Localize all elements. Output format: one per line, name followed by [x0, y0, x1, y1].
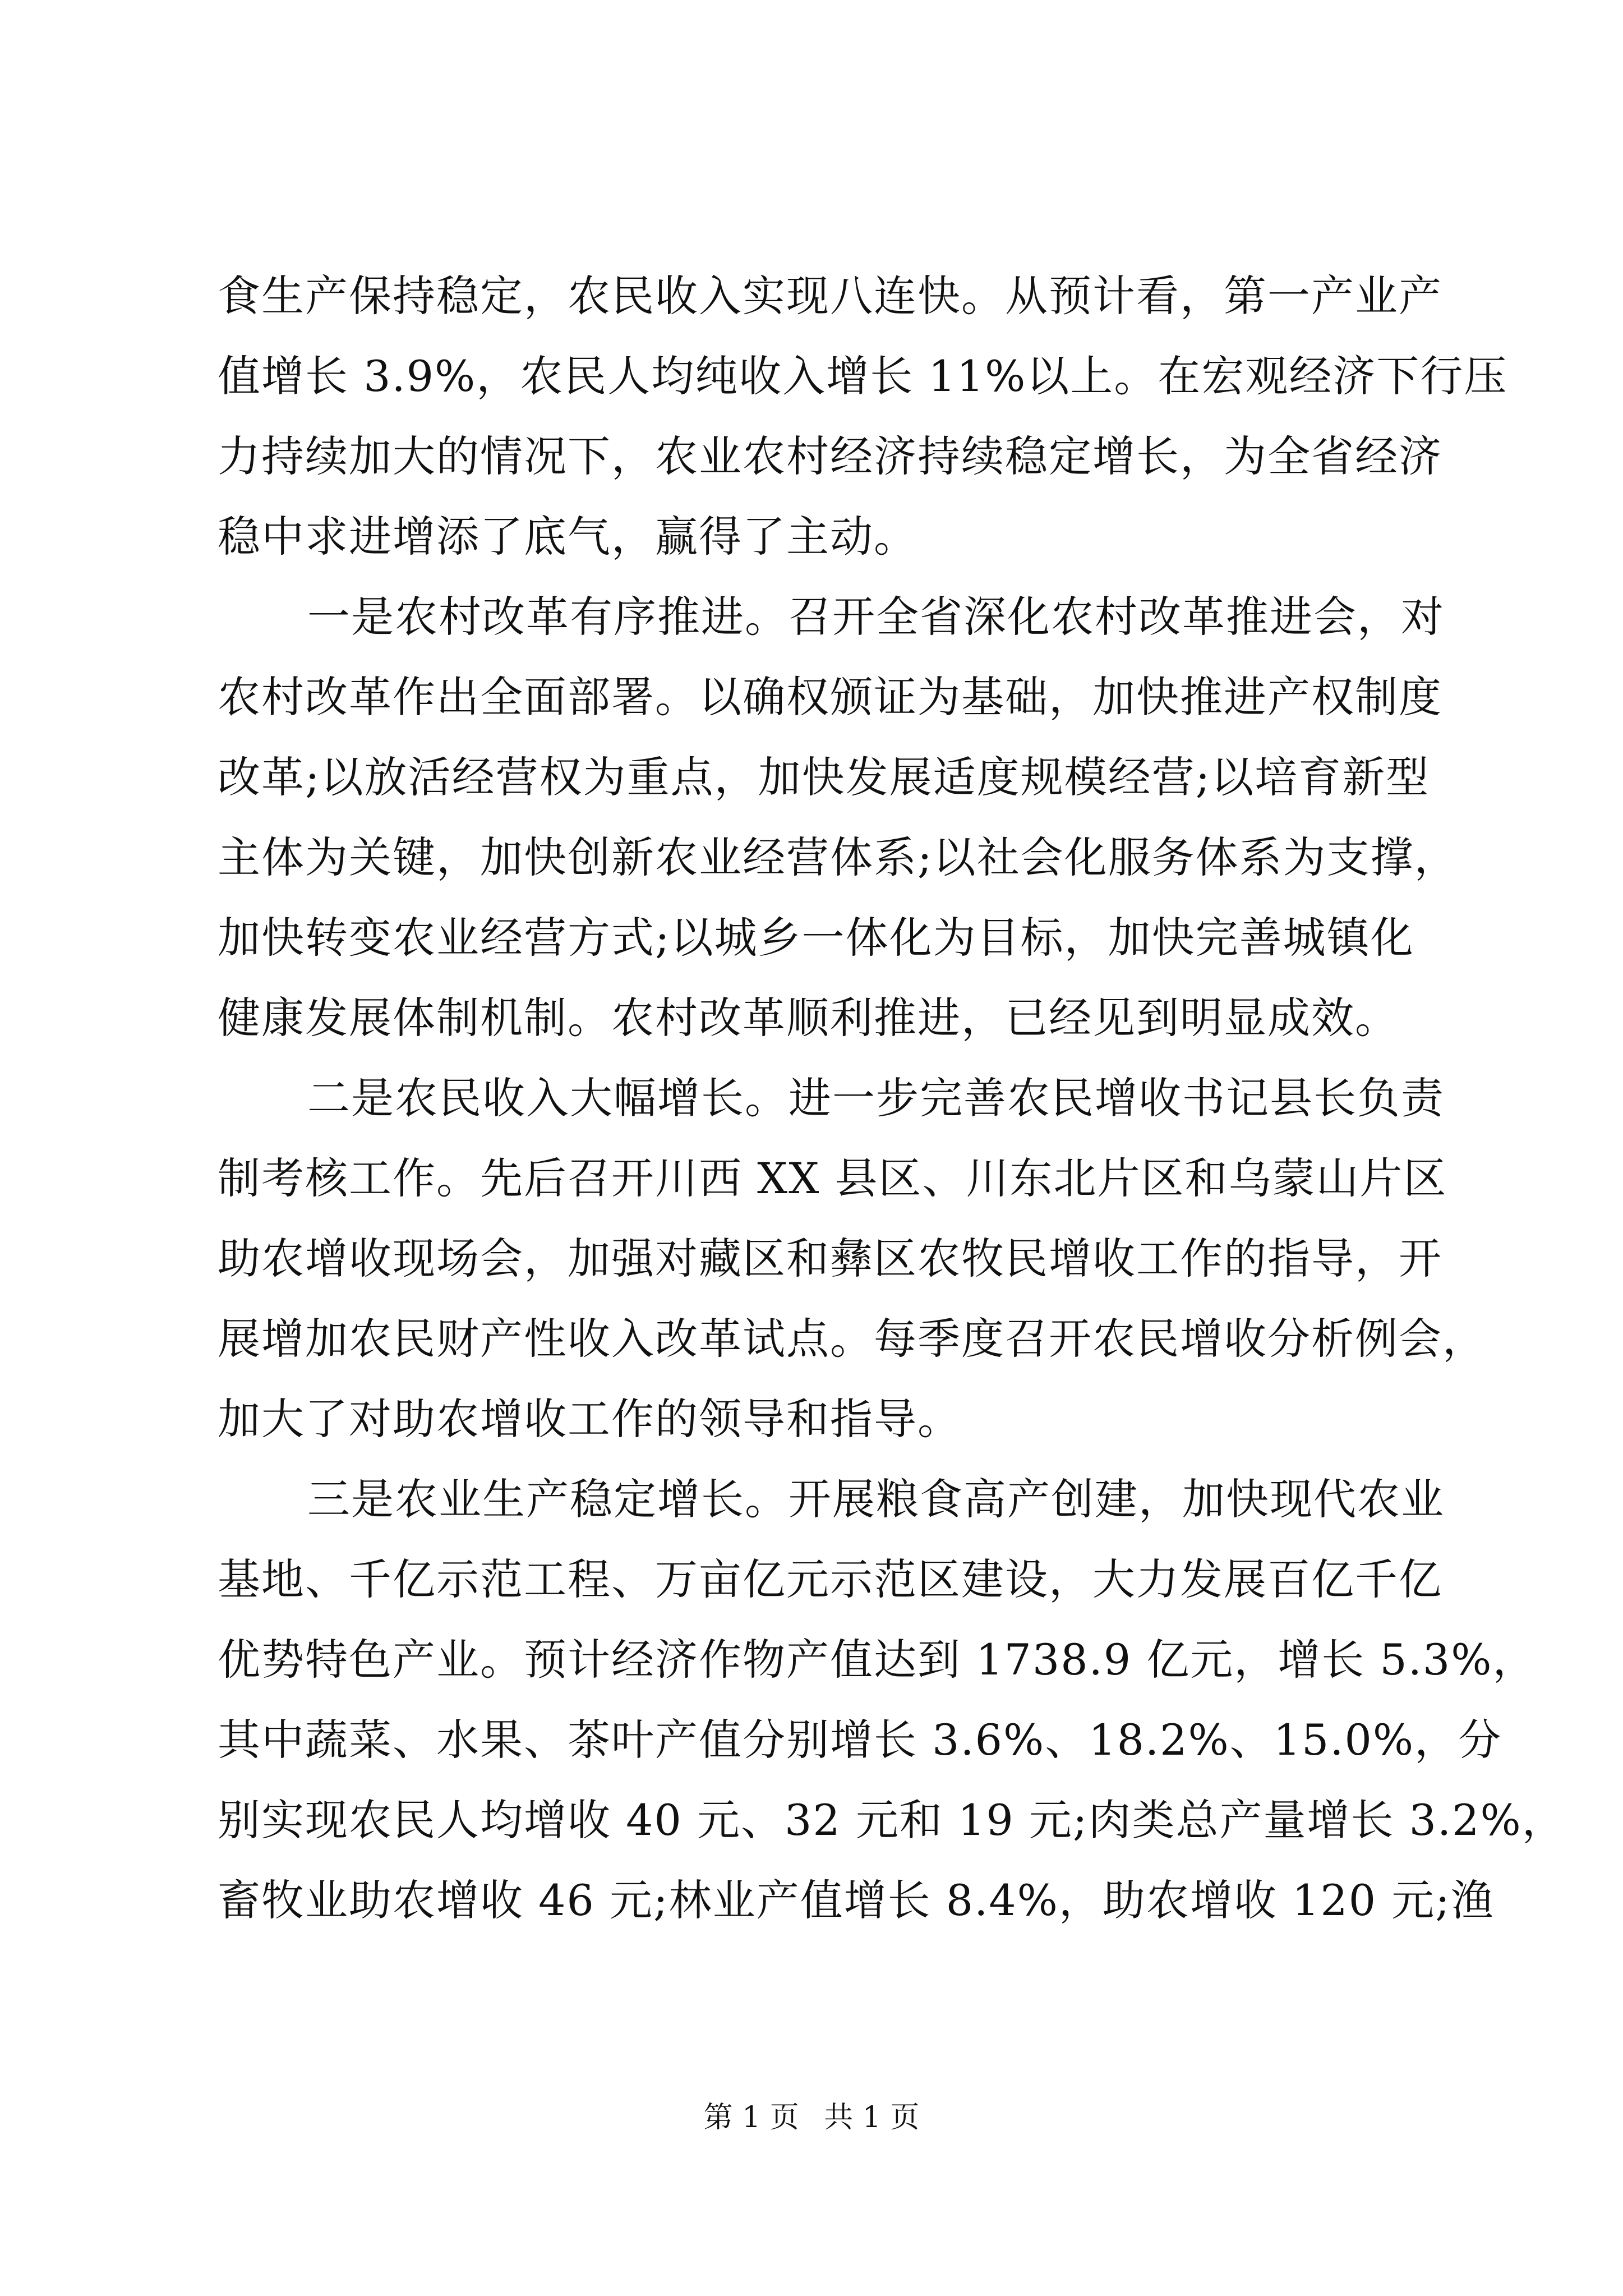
- text-line: 农村改革作出全面部署。以确权颁证为基础，加快推进产权制度: [218, 672, 1442, 722]
- text-line: 改革;以放活经营权为重点，加快发展适度规模经营;以培育新型: [218, 752, 1430, 802]
- document-body: [218, 256, 1566, 1940]
- text-line: 加快转变农业经营方式;以城乡一体化为目标，加快完善城镇化: [218, 913, 1414, 963]
- text-line: 值增长 3.9%，农民人均纯收入增长 11%以上。在宏观经济下行压: [218, 351, 1508, 401]
- text-line: 加大了对助农增收工作的领导和指导。: [218, 1394, 961, 1444]
- text-line: 一是农村改革有序推进。召开全省深化农村改革推进会，对: [307, 592, 1445, 642]
- paragraph-continuation: [218, 256, 1508, 577]
- paragraph-agri-production: [218, 1459, 1566, 1940]
- text-line: 别实现农民人均增收 40 元、32 元和 19 元;肉类总产量增长 3.2%，: [218, 1795, 1566, 1845]
- text-line: 助农增收现场会，加强对藏区和彝区农牧民增收工作的指导，开: [218, 1234, 1442, 1283]
- text-line: 主体为关键，加快创新农业经营体系;以社会化服务体系为支撑，: [218, 832, 1458, 882]
- text-line: 三是农业生产稳定增长。开展粮食高产创建，加快现代农业: [307, 1474, 1445, 1524]
- paragraph-rural-reform: [218, 577, 1458, 1058]
- text-line: 食生产保持稳定，农民收入实现八连快。从预计看，第一产业产: [218, 271, 1442, 321]
- text-line: 制考核工作。先后召开川西 XX 县区、川东北片区和乌蒙山片区: [218, 1153, 1447, 1203]
- page-number: 第 1 页: [703, 2101, 799, 2134]
- page-footer: [0, 2098, 1623, 2137]
- text-line: 优势特色产业。预计经济作物产值达到 1738.9 亿元，增长 5.3%，: [218, 1635, 1537, 1685]
- text-line: 稳中求进增添了底气，赢得了主动。: [218, 512, 917, 562]
- text-line: 力持续加大的情况下，农业农村经济持续稳定增长，为全省经济: [218, 431, 1442, 481]
- text-line: 健康发展体制机制。农村改革顺利推进，已经见到明显成效。: [218, 993, 1399, 1043]
- text-line: 展增加农民财产性收入改革试点。每季度召开农民增收分析例会，: [218, 1314, 1486, 1364]
- page-total: 共 1 页: [824, 2101, 920, 2134]
- text-line: 二是农民收入大幅增长。进一步完善农民增收书记县长负责: [307, 1073, 1445, 1123]
- paragraph-farmer-income: [218, 1058, 1486, 1459]
- text-line: 其中蔬菜、水果、茶叶产值分别增长 3.6%、18.2%、15.0%，分: [218, 1715, 1502, 1765]
- text-line: 基地、千亿示范工程、万亩亿元示范区建设，大力发展百亿千亿: [218, 1554, 1442, 1604]
- text-line: 畜牧业助农增收 46 元;林业产值增长 8.4%，助农增收 120 元;渔: [218, 1875, 1495, 1925]
